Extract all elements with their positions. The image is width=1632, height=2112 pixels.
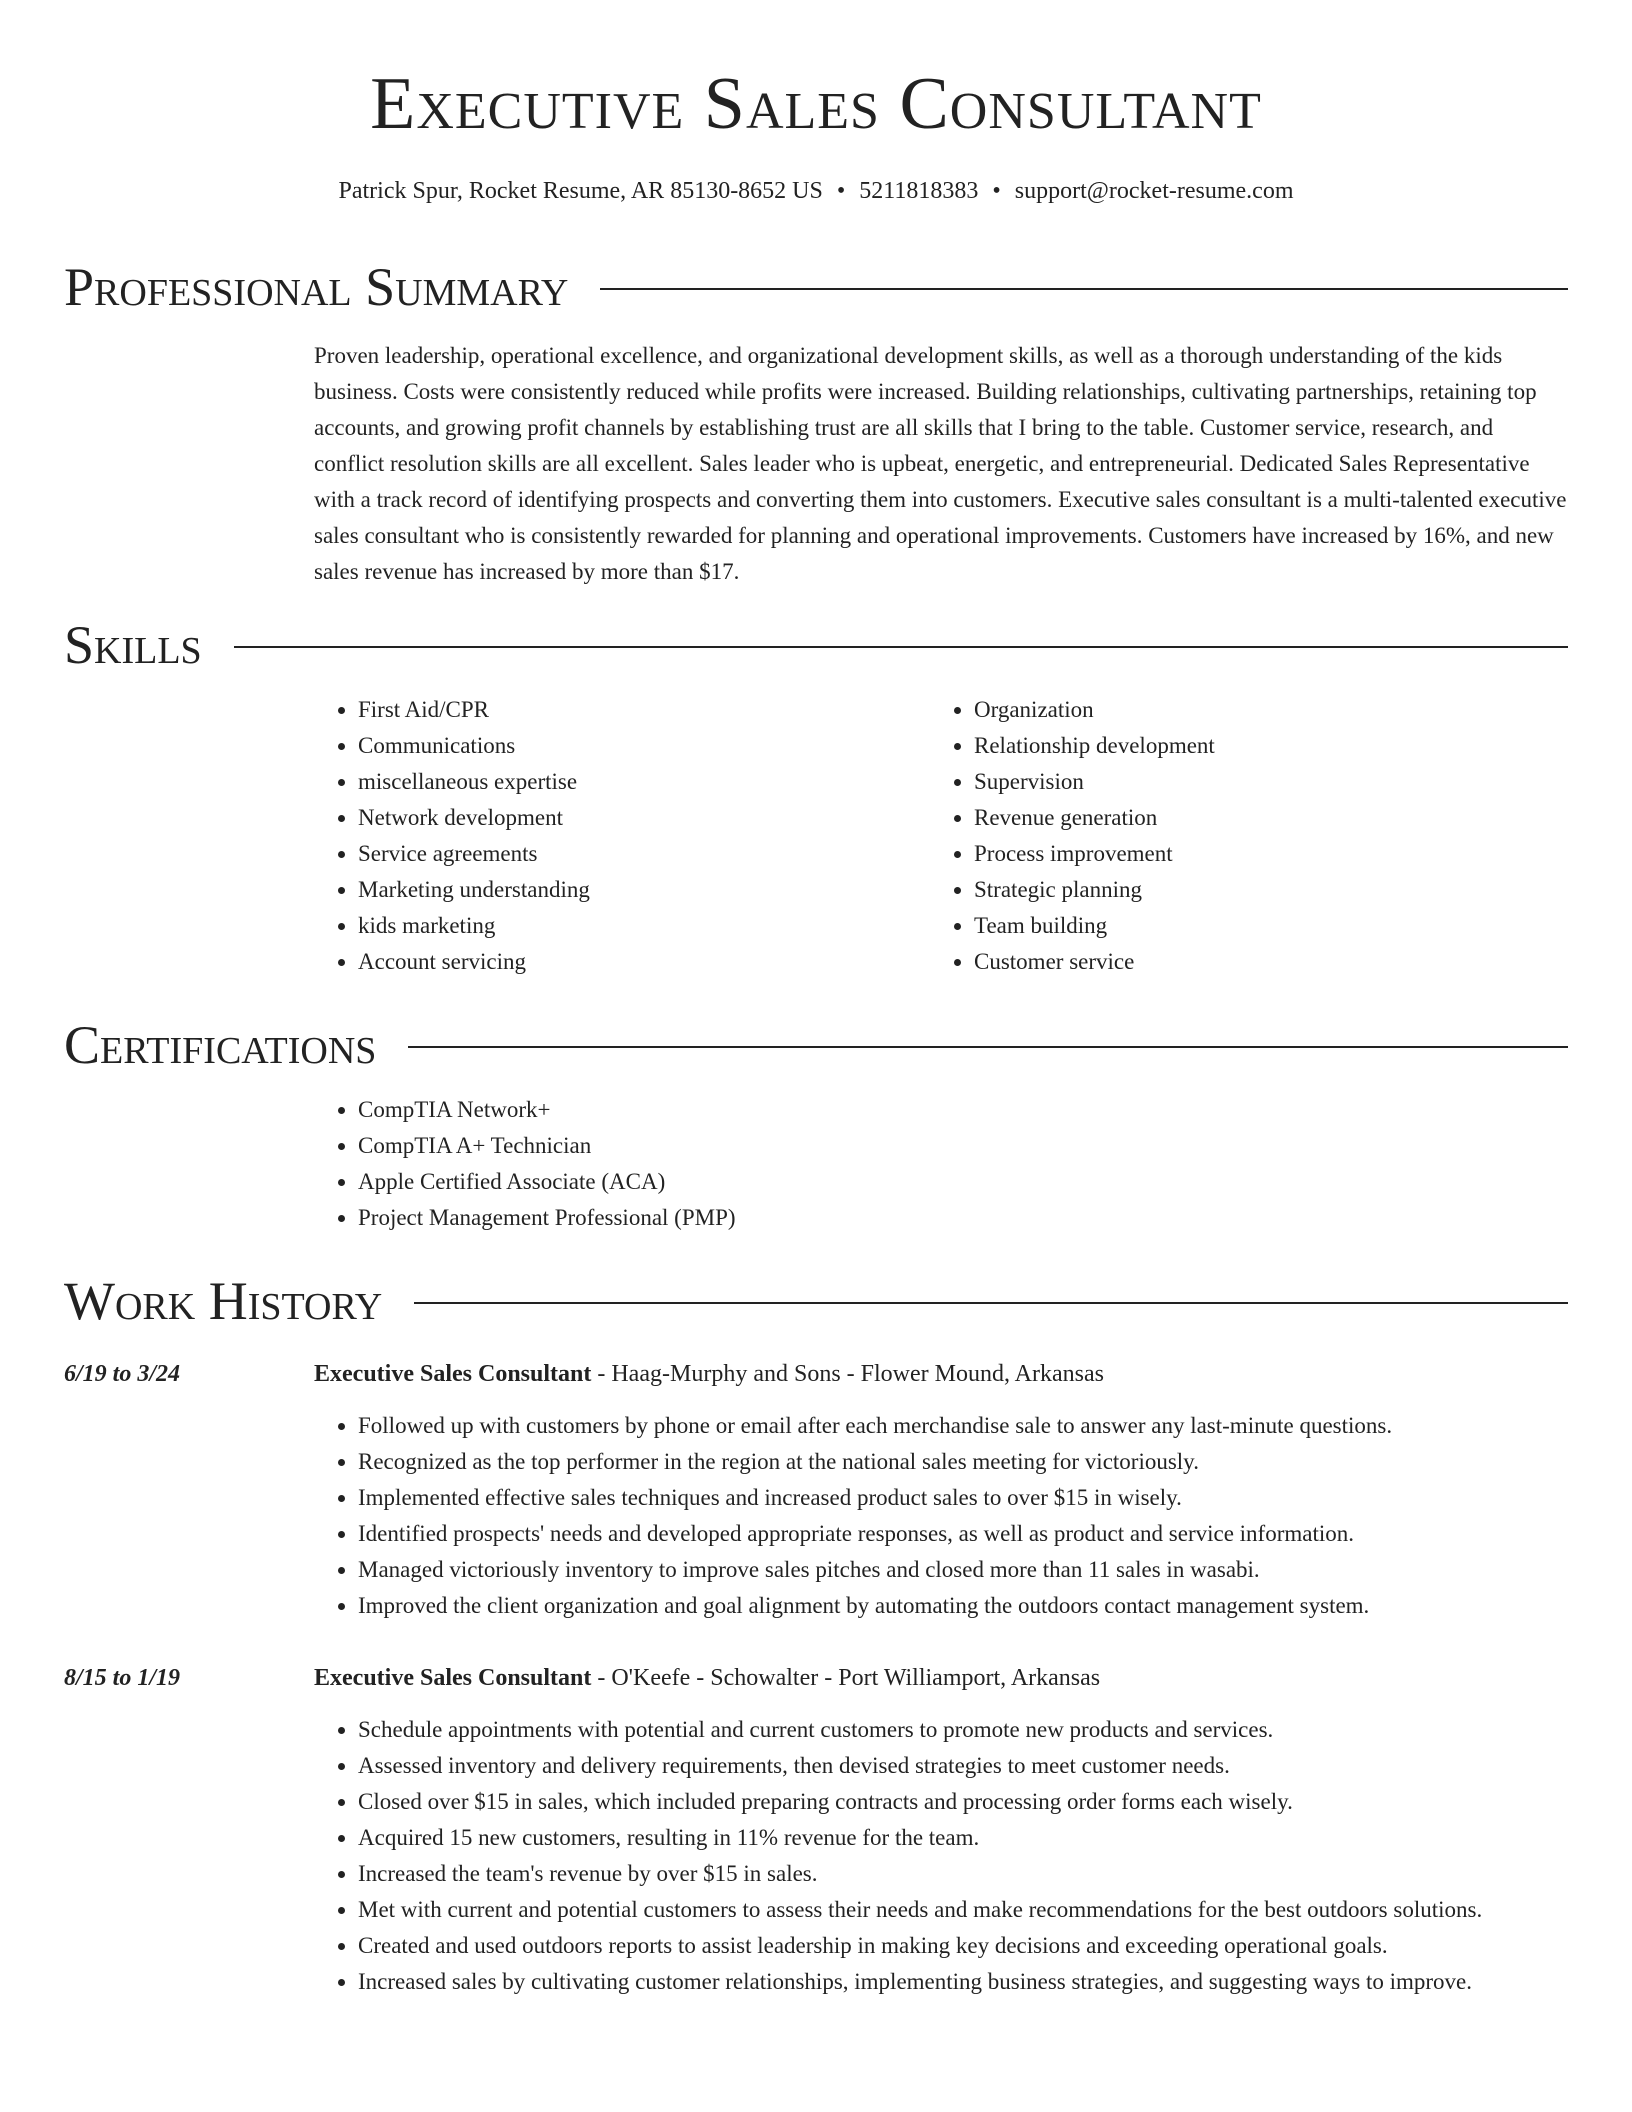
job-bullets (314, 1712, 1558, 2000)
list-item: • Strategic planning (974, 872, 1574, 908)
section-header-certifications (64, 1012, 1568, 1078)
list-item: • Supervision (974, 764, 1574, 800)
job-employer: - Haag-Murphy and Sons - Flower Mound, Arkansas (591, 1361, 1104, 1387)
list-item: • Implemented effective sales techniques and increased product sales to over $15 in wisely. (358, 1480, 1568, 1516)
certifications-list (314, 1092, 1558, 1236)
job-dates: 6/19 to 3/24 (64, 1361, 181, 1387)
job-title: Executive Sales Consultant (314, 1665, 592, 1691)
job-bullets (314, 1408, 1568, 1624)
job-title: Executive Sales Consultant (314, 1361, 592, 1387)
list-item: • Increased sales by cultivating customer relationships, implementing business strategies, and suggesting ways to improve. (358, 1964, 1558, 2000)
list-item: • Project Management Professional (PMP) (358, 1200, 1558, 1236)
section-divider (414, 1302, 1568, 1304)
section-divider (600, 288, 1568, 290)
section-title-certifications: Certifications (64, 1015, 377, 1075)
section-divider (408, 1046, 1568, 1048)
list-item: • Increased the team's revenue by over $15 in sales. (358, 1856, 1558, 1892)
contact-phone: 5211818383 (859, 178, 979, 204)
contact-email[interactable]: support@rocket-resume.com (1014, 178, 1294, 204)
job-dates: 8/15 to 1/19 (64, 1665, 181, 1691)
list-item: • miscellaneous expertise (358, 764, 918, 800)
job-heading (314, 1356, 1104, 1392)
skills-list-left (314, 692, 918, 980)
resume-title: Executive Sales Consultant (370, 63, 1262, 145)
list-item: • kids marketing (358, 908, 918, 944)
job-employer: - O'Keefe - Schowalter - Port Williamport, Arkansas (591, 1665, 1101, 1691)
section-divider (234, 646, 1568, 648)
list-item: • Organization (974, 692, 1574, 728)
contact-line (0, 176, 1632, 206)
list-item: • Followed up with customers by phone or email after each merchandise sale to answer any last-minute questions. (358, 1408, 1568, 1444)
list-item: • Team building (974, 908, 1574, 944)
list-item: • CompTIA A+ Technician (358, 1128, 1558, 1164)
list-item: • Service agreements (358, 836, 918, 872)
list-item: • Marketing understanding (358, 872, 918, 908)
list-item: • Relationship development (974, 728, 1574, 764)
section-title-skills: Skills (64, 615, 202, 675)
skills-list-right (930, 692, 1574, 980)
section-header-skills (64, 612, 1568, 678)
list-item: • Met with current and potential customers to assess their needs and make recommendations for the best outdoors solutions. (358, 1892, 1558, 1928)
list-item: • Managed victoriously inventory to improve sales pitches and closed more than 11 sales in wasabi. (358, 1552, 1568, 1588)
list-item: • Created and used outdoors reports to assist leadership in making key decisions and exceeding operational goals. (358, 1928, 1558, 1964)
list-item: • CompTIA Network+ (358, 1092, 1558, 1128)
list-item: • Communications (358, 728, 918, 764)
contact-separator: • (992, 178, 1001, 204)
list-item: • Customer service (974, 944, 1574, 980)
list-item: • First Aid/CPR (358, 692, 918, 728)
summary-paragraph: Proven leadership, operational excellence, and organizational development skills, as well as a thorough understanding of the kids business. Costs were consistently reduced while profits were increased. Building relationships, cultivating partnerships, retaining top accounts, and growing profit channels by establishing trust are all skills that I bring to the table. Customer service, research, and conflict resolution skills are all excellent. Sales leader who is upbeat, energetic, and entrepreneurial. Dedicated Sales Representative with a track record of identifying prospects and converting them into customers. Executive sales consultant is a multi-talented executive sales consultant who is consistently rewarded for planning and operational improvements. Customers have increased by 16%, and new sales revenue has increased by more than $17. (314, 343, 1567, 584)
list-item: • Closed over $15 in sales, which included preparing contracts and processing order forms each wisely. (358, 1784, 1558, 1820)
list-item: • Network development (358, 800, 918, 836)
job-heading (314, 1660, 1100, 1696)
list-item: • Account servicing (358, 944, 918, 980)
list-item: • Revenue generation (974, 800, 1574, 836)
contact-address: Patrick Spur, Rocket Resume, AR 85130-8652 US (338, 178, 823, 204)
section-header-work-history (64, 1268, 1568, 1334)
section-title-summary: Professional Summary (64, 257, 569, 317)
section-header-summary (64, 254, 1568, 320)
list-item: • Assessed inventory and delivery requirements, then devised strategies to meet customer needs. (358, 1748, 1558, 1784)
list-item: • Apple Certified Associate (ACA) (358, 1164, 1558, 1200)
list-item: • Process improvement (974, 836, 1574, 872)
section-title-work-history: Work History (64, 1271, 383, 1331)
list-item: • Recognized as the top performer in the region at the national sales meeting for victoriously. (358, 1444, 1568, 1480)
list-item: • Identified prospects' needs and developed appropriate responses, as well as product and service information. (358, 1516, 1568, 1552)
list-item: • Improved the client organization and goal alignment by automating the outdoors contact management system. (358, 1588, 1568, 1624)
contact-separator: • (836, 178, 846, 204)
list-item: • Schedule appointments with potential and current customers to promote new products and services. (358, 1712, 1558, 1748)
list-item: • Acquired 15 new customers, resulting in 11% revenue for the team. (358, 1820, 1558, 1856)
